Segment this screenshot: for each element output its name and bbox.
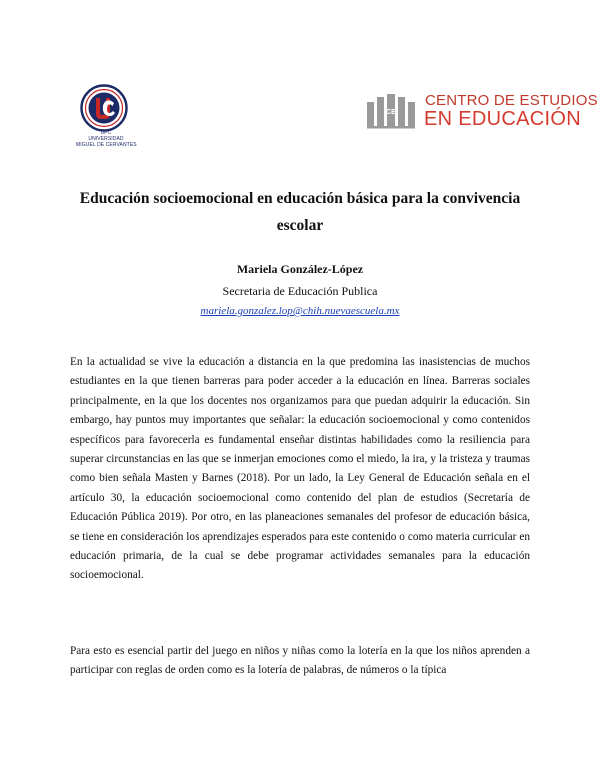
article-title: Educación socioemocional en educación básica para la convivencia escolar <box>79 190 521 234</box>
logo-line-educacion: EN EDUCACIÓN <box>424 108 581 130</box>
upc-university-logo <box>76 84 136 152</box>
body-paragraph: Para esto es esencial partir del juego en niños y niñas como la lotería en la que los niños aprenden a participar con reglas de orden como es la lotería de palabras, de números o la típica <box>70 645 530 677</box>
body-paragraph: En la actualidad se vive la educación a distancia en la que predomina las inasistencias de muchos estudiantes en la que tienen barreras para poder acceder a la educación en línea. Barreras sociales principalmente, en la que los docentes nos organizamos para que puedan adquirir la educación. Sin embargo, hay puntos muy importantes que señalar: la educación socioemocional y como contenidos específicos para favorecerla es fundamental enseñar distintas habilidades como la resiliencia para superar circunstancias en las que se inmerjan emociones como el miedo, la ira, y la tristeza y traumas como bien señala Masten y Barnes (2018). Por un lado, la Ley General de Educación señala en el artículo 30, la educación socioemocional como contenido del plan de estudios (Secretaría de Educación Pública 2019). Por otro, en las planeaciones semanales del profesor de educación básica, se tiene en consideración los aprendizajes esperados para este contenido o como materia curricular en educación primaria, de la cual se debe programar actividades semanales para la educación socioemocional. <box>70 356 530 582</box>
upc-seal-icon <box>80 84 128 132</box>
upc-caption <box>76 130 136 148</box>
upc-caption-line: MIGUEL DE CERVANTES <box>76 142 137 148</box>
author-affiliation: Secretaria de Educación Publica <box>222 284 378 298</box>
upc-caption-line: UNIVERSIDAD <box>88 136 124 142</box>
author-name: Mariela González-López <box>236 262 364 276</box>
building-columns-icon <box>367 92 419 130</box>
upc-caption-line: UPC <box>100 130 112 136</box>
logo-line-centro: CENTRO DE ESTUDIOS <box>425 92 598 109</box>
logo-mark-text: CE <box>386 109 396 116</box>
centro-estudios-logo <box>367 92 598 130</box>
author-email-link[interactable]: mariela.gonzalez.lop@chih.nuevaescuela.mx <box>200 305 400 317</box>
